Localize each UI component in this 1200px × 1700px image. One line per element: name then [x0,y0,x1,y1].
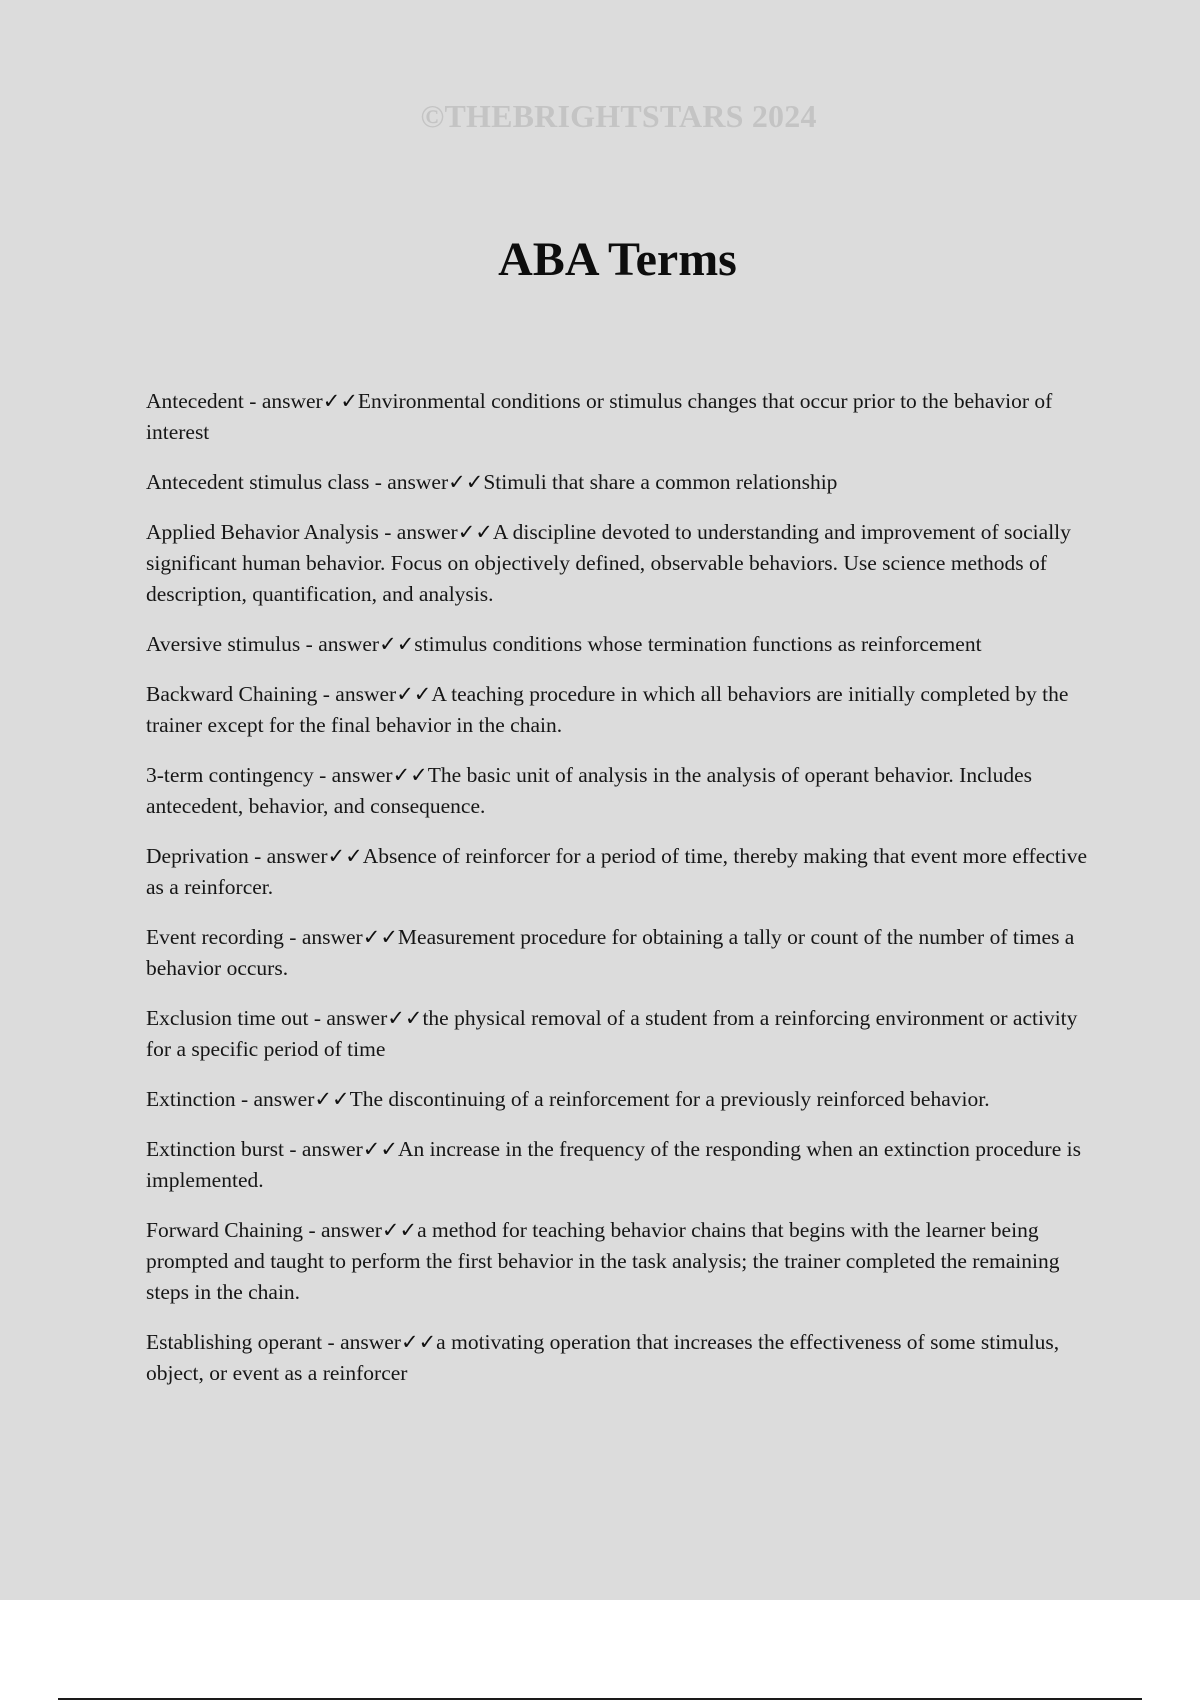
term-entry [146,517,1096,610]
answer-marker: - answer [327,1330,401,1354]
term-name: Applied Behavior Analysis [146,520,379,544]
term-entry [146,629,1096,660]
term-name: Establishing operant [146,1330,323,1354]
double-check-icon: ✓✓ [448,470,484,494]
term-definition: The basic unit of analysis in the analysis of operant behavior. Includes antecedent, behavior, and consequence. [146,763,1033,818]
term-definition: Absence of reinforcer for a period of time, thereby making that event more effective as a reinforcer. [146,844,1088,899]
term-name: Extinction burst [146,1137,284,1161]
term-definition: a method for teaching behavior chains that begins with the learner being prompted and taught to perform the first behavior in the task analysis; the trainer completed the remaining steps in the chain. [146,1218,1060,1304]
term-definition: Measurement procedure for obtaining a tally or count of the number of times a behavior occurs. [146,925,1075,980]
double-check-icon: ✓✓ [396,682,432,706]
double-check-icon: ✓✓ [381,1218,418,1242]
term-name: Forward Chaining [146,1218,304,1242]
double-check-icon: ✓✓ [457,520,493,544]
term-entry [146,679,1096,741]
term-entry [146,1134,1096,1196]
term-definition: Environmental conditions or stimulus changes that occur prior to the behavior of interest [146,389,1053,444]
watermark: ©THEBRIGHTSTARS 2024 [420,98,817,134]
double-check-icon: ✓✓ [322,389,358,413]
term-definition: A teaching procedure in which all behaviors are initially completed by the trainer except for the final behavior in the chain. [146,682,1069,737]
term-entry [146,1003,1096,1065]
term-name: Backward Chaining [146,682,318,706]
term-name: Antecedent stimulus class [146,470,370,494]
term-name: Deprivation [146,844,249,868]
term-name: Extinction [146,1087,236,1111]
term-definition: the physical removal of a student from a reinforcing environment or activity for a specific period of time [146,1006,1078,1061]
answer-marker: - answer [289,1137,363,1161]
answer-marker: - answer [254,844,328,868]
term-entry [146,1084,1096,1115]
term-entry [146,760,1096,822]
double-check-icon: ✓✓ [362,925,398,949]
terms-list [146,386,1096,1408]
double-check-icon: ✓✓ [379,632,415,656]
answer-marker: - answer [305,632,380,656]
answer-marker: - answer [308,1218,382,1242]
term-definition: The discontinuing of a reinforcement for a previously reinforced behavior. [349,1087,990,1111]
term-definition: A discipline devoted to understanding and improvement of socially significant human behavior. Focus on objectively defined, observable behaviors. Use science methods of description, quantification, and analysis. [146,520,1071,606]
answer-marker: - answer [322,682,397,706]
term-entry [146,467,1096,498]
answer-marker: - answer [319,763,393,787]
answer-marker: - answer [313,1006,388,1030]
term-name: Event recording [146,925,284,949]
double-check-icon: ✓✓ [392,763,428,787]
term-entry [146,1327,1096,1389]
term-name: Exclusion time out [146,1006,309,1030]
double-check-icon: ✓✓ [362,1137,398,1161]
term-name: 3-term contingency [146,763,314,787]
double-check-icon: ✓✓ [387,1006,423,1030]
double-check-icon: ✓✓ [314,1087,350,1111]
answer-marker: - answer [289,925,363,949]
term-definition: stimulus conditions whose termination functions as reinforcement [414,632,982,656]
term-definition: a motivating operation that increases the effectiveness of some stimulus, object, or event as a reinforcer [146,1330,1060,1385]
term-entry [146,1215,1096,1308]
answer-marker: - answer [384,520,458,544]
page-title: ABA Terms [498,233,737,286]
term-definition: Stimuli that share a common relationship [483,470,838,494]
term-entry [146,386,1096,448]
term-definition: An increase in the frequency of the responding when an extinction procedure is implemented. [146,1137,1081,1192]
answer-marker: - answer [249,389,323,413]
term-entry [146,922,1096,984]
term-name: Aversive stimulus [146,632,301,656]
double-check-icon: ✓✓ [327,844,363,868]
answer-marker: - answer [374,470,449,494]
term-entry [146,841,1096,903]
answer-marker: - answer [240,1087,315,1111]
term-name: Antecedent [146,389,244,413]
double-check-icon: ✓✓ [400,1330,437,1354]
